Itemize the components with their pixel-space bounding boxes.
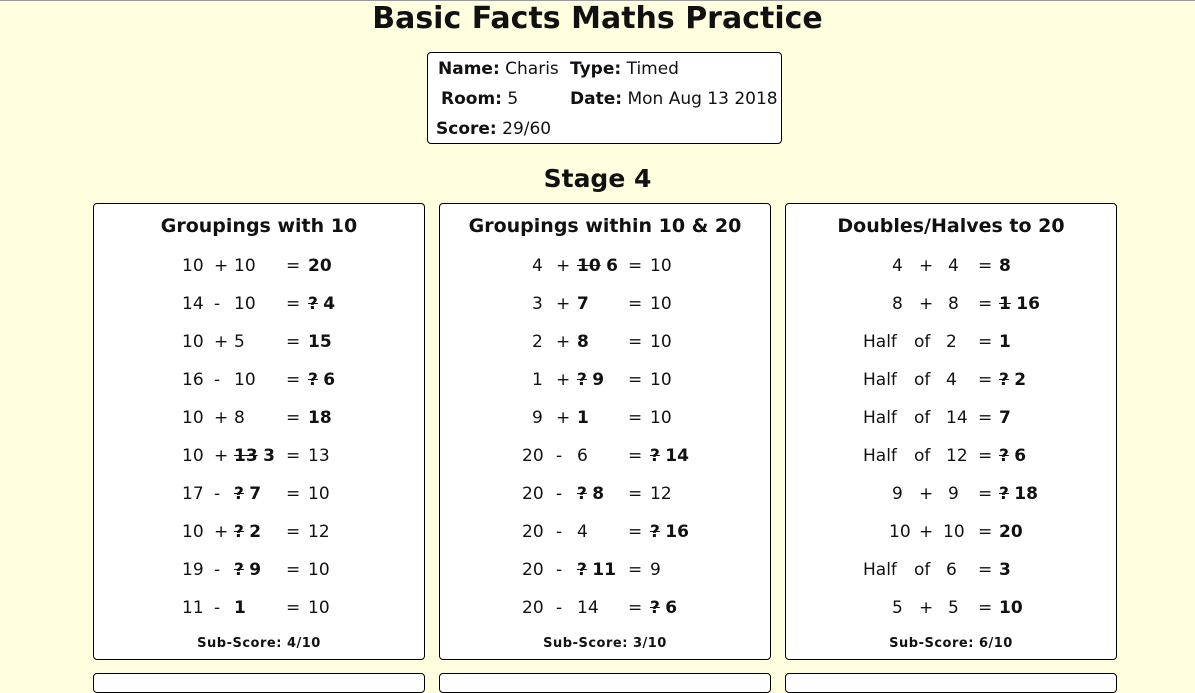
equals-sign: = bbox=[286, 522, 301, 542]
operator: + bbox=[214, 256, 229, 276]
problem-row bbox=[786, 292, 1116, 316]
operand-b bbox=[577, 292, 589, 316]
problem-row bbox=[94, 558, 424, 582]
panel-3 bbox=[785, 203, 1117, 660]
result-value: 10 bbox=[650, 370, 672, 390]
wrong-answer: ? bbox=[650, 446, 660, 466]
operator: - bbox=[214, 294, 221, 314]
type-value: Timed bbox=[626, 59, 679, 79]
wrong-answer: ? bbox=[999, 370, 1009, 390]
result bbox=[308, 520, 330, 544]
panel-2 bbox=[439, 203, 771, 660]
operand-b bbox=[234, 520, 261, 544]
next-panel-right bbox=[785, 673, 1117, 693]
operand-b-value: 10 bbox=[234, 294, 256, 314]
operand-b-value: 12 bbox=[946, 446, 968, 466]
operand-b bbox=[577, 596, 599, 620]
operand-b-value: 10 bbox=[234, 256, 256, 276]
result bbox=[999, 254, 1011, 278]
operand-a: 11 bbox=[182, 598, 204, 618]
result bbox=[999, 596, 1023, 620]
wrong-answer: 1 bbox=[999, 294, 1011, 314]
problem-row bbox=[440, 482, 770, 506]
operand-a: 10 bbox=[182, 408, 204, 428]
operator: of bbox=[914, 332, 931, 352]
sub-score: Sub-Score: 3/10 bbox=[543, 636, 667, 651]
problem-row bbox=[440, 330, 770, 354]
result bbox=[650, 520, 689, 544]
equals-sign: = bbox=[286, 370, 301, 390]
equals-sign: = bbox=[628, 256, 643, 276]
problem-row bbox=[94, 368, 424, 392]
problem-row bbox=[786, 444, 1116, 468]
operator: - bbox=[214, 598, 221, 618]
correct-answer: 8 bbox=[592, 484, 605, 504]
problem-row bbox=[786, 558, 1116, 582]
correct-answer: 8 bbox=[999, 256, 1011, 276]
operand-a: Half bbox=[863, 370, 897, 390]
stage-title: Stage 4 bbox=[543, 164, 652, 193]
operator: - bbox=[556, 598, 563, 618]
operand-b-value: 6 bbox=[577, 446, 588, 466]
problem-row bbox=[786, 330, 1116, 354]
date-row bbox=[570, 89, 778, 109]
name-row bbox=[438, 59, 559, 79]
problem-row bbox=[94, 254, 424, 278]
operand-a: 19 bbox=[182, 560, 204, 580]
wrong-answer: ? bbox=[234, 522, 244, 542]
operand-b bbox=[946, 330, 957, 354]
correct-answer: 6 bbox=[1014, 446, 1027, 466]
result bbox=[650, 330, 672, 354]
room-label: Room: bbox=[441, 89, 502, 109]
result bbox=[308, 406, 332, 430]
operator: of bbox=[914, 370, 931, 390]
operator: + bbox=[919, 256, 934, 276]
operand-a: 3 bbox=[532, 294, 543, 314]
correct-answer: 1 bbox=[999, 332, 1011, 352]
wrong-answer: ? bbox=[999, 446, 1009, 466]
operator: - bbox=[214, 370, 221, 390]
operand-b-value: 8 bbox=[234, 408, 245, 428]
result-value: 10 bbox=[308, 560, 330, 580]
result bbox=[999, 444, 1026, 468]
correct-answer: 4 bbox=[323, 294, 336, 314]
operand-a: 16 bbox=[182, 370, 204, 390]
operand-b bbox=[948, 596, 959, 620]
score-row bbox=[436, 119, 551, 139]
operator: - bbox=[556, 484, 563, 504]
panel-title: Doubles/Halves to 20 bbox=[837, 215, 1065, 237]
result bbox=[308, 444, 330, 468]
operand-a: Half bbox=[863, 408, 897, 428]
correct-answer: 1 bbox=[234, 598, 246, 618]
operand-b bbox=[577, 368, 604, 392]
equals-sign: = bbox=[628, 446, 643, 466]
correct-answer: 9 bbox=[592, 370, 605, 390]
correct-answer: 7 bbox=[249, 484, 262, 504]
operand-a: 20 bbox=[522, 522, 544, 542]
operand-a: 10 bbox=[182, 446, 204, 466]
operand-a: 9 bbox=[892, 484, 903, 504]
result bbox=[308, 254, 332, 278]
equals-sign: = bbox=[286, 446, 301, 466]
problem-row bbox=[786, 406, 1116, 430]
operand-b-value: 6 bbox=[946, 560, 957, 580]
panel-1 bbox=[93, 203, 425, 660]
operator: + bbox=[556, 294, 571, 314]
page-title: Basic Facts Maths Practice bbox=[372, 1, 823, 36]
operand-a: 8 bbox=[892, 294, 903, 314]
operand-a: 14 bbox=[182, 294, 204, 314]
problem-row bbox=[440, 444, 770, 468]
operand-b bbox=[234, 368, 256, 392]
equals-sign: = bbox=[628, 560, 643, 580]
problem-row bbox=[94, 444, 424, 468]
wrong-answer: ? bbox=[308, 370, 318, 390]
operand-b-value: 4 bbox=[577, 522, 588, 542]
equals-sign: = bbox=[628, 370, 643, 390]
problem-row bbox=[786, 368, 1116, 392]
operand-b bbox=[234, 482, 261, 506]
correct-answer: 7 bbox=[999, 408, 1011, 428]
operand-b bbox=[234, 406, 245, 430]
problem-row bbox=[440, 406, 770, 430]
operand-b-value: 5 bbox=[948, 598, 959, 618]
operand-a: 20 bbox=[522, 560, 544, 580]
problem-row bbox=[94, 406, 424, 430]
result bbox=[999, 482, 1038, 506]
operator: - bbox=[556, 560, 563, 580]
operand-a: Half bbox=[863, 560, 897, 580]
correct-answer: 18 bbox=[308, 408, 332, 428]
wrong-answer: ? bbox=[650, 598, 660, 618]
sub-score: Sub-Score: 6/10 bbox=[889, 636, 1013, 651]
operand-a: 9 bbox=[532, 408, 543, 428]
operator: + bbox=[556, 408, 571, 428]
operator: - bbox=[556, 522, 563, 542]
problem-row bbox=[94, 330, 424, 354]
problem-row bbox=[94, 482, 424, 506]
wrong-answer: ? bbox=[234, 484, 244, 504]
operand-a: 4 bbox=[892, 256, 903, 276]
equals-sign: = bbox=[286, 484, 301, 504]
room-value: 5 bbox=[507, 89, 519, 109]
next-panel-middle bbox=[439, 673, 771, 693]
result-value: 13 bbox=[308, 446, 330, 466]
equals-sign: = bbox=[286, 256, 301, 276]
type-row bbox=[570, 59, 679, 79]
problem-row bbox=[786, 482, 1116, 506]
correct-answer: 6 bbox=[606, 256, 618, 276]
operand-a: Half bbox=[863, 446, 897, 466]
problem-row bbox=[440, 520, 770, 544]
wrong-answer: ? bbox=[234, 560, 244, 580]
operand-b bbox=[234, 292, 256, 316]
operand-b-value: 10 bbox=[234, 370, 256, 390]
operand-b bbox=[943, 520, 965, 544]
correct-answer: 3 bbox=[263, 446, 275, 466]
operand-a: 10 bbox=[182, 256, 204, 276]
equals-sign: = bbox=[286, 332, 301, 352]
operand-b bbox=[577, 330, 589, 354]
operator: - bbox=[556, 446, 563, 466]
equals-sign: = bbox=[628, 484, 643, 504]
problem-row bbox=[440, 596, 770, 620]
correct-answer: 1 bbox=[577, 408, 589, 428]
date-value: Mon Aug 13 2018 bbox=[627, 89, 778, 109]
equals-sign: = bbox=[286, 598, 301, 618]
wrong-answer: ? bbox=[650, 522, 660, 542]
result bbox=[308, 558, 330, 582]
equals-sign: = bbox=[978, 370, 993, 390]
operand-b bbox=[234, 444, 275, 468]
operator: + bbox=[919, 522, 934, 542]
operator: - bbox=[214, 484, 221, 504]
equals-sign: = bbox=[628, 294, 643, 314]
result-value: 10 bbox=[650, 408, 672, 428]
wrong-answer: 13 bbox=[234, 446, 258, 466]
operand-a: 20 bbox=[522, 446, 544, 466]
correct-answer: 8 bbox=[577, 332, 589, 352]
correct-answer: 14 bbox=[665, 446, 689, 466]
operand-b bbox=[234, 330, 245, 354]
correct-answer: 20 bbox=[999, 522, 1023, 542]
result bbox=[308, 482, 330, 506]
wrong-answer: ? bbox=[308, 294, 318, 314]
operand-b bbox=[577, 520, 588, 544]
operator: + bbox=[214, 332, 229, 352]
operator: + bbox=[556, 370, 571, 390]
equals-sign: = bbox=[978, 256, 993, 276]
wrong-answer: 10 bbox=[577, 256, 601, 276]
operand-a: 1 bbox=[532, 370, 543, 390]
correct-answer: 11 bbox=[592, 560, 616, 580]
result bbox=[650, 254, 672, 278]
result bbox=[999, 520, 1023, 544]
result-value: 10 bbox=[650, 256, 672, 276]
operand-b bbox=[946, 558, 957, 582]
operand-b bbox=[577, 254, 618, 278]
operator: + bbox=[214, 446, 229, 466]
operator: + bbox=[214, 522, 229, 542]
result-value: 10 bbox=[308, 598, 330, 618]
wrong-answer: ? bbox=[577, 560, 587, 580]
operand-b-value: 4 bbox=[948, 256, 959, 276]
result-value: 12 bbox=[308, 522, 330, 542]
result bbox=[308, 292, 335, 316]
operand-b bbox=[234, 254, 256, 278]
correct-answer: 6 bbox=[665, 598, 678, 618]
equals-sign: = bbox=[628, 522, 643, 542]
operand-b bbox=[577, 482, 604, 506]
correct-answer: 6 bbox=[323, 370, 336, 390]
problem-row bbox=[94, 596, 424, 620]
result bbox=[999, 292, 1040, 316]
problem-row bbox=[94, 292, 424, 316]
correct-answer: 9 bbox=[249, 560, 262, 580]
equals-sign: = bbox=[628, 408, 643, 428]
equals-sign: = bbox=[978, 598, 993, 618]
result bbox=[650, 558, 661, 582]
result bbox=[308, 596, 330, 620]
operand-b bbox=[234, 596, 246, 620]
operator: of bbox=[914, 446, 931, 466]
correct-answer: 16 bbox=[665, 522, 689, 542]
panel-title: Groupings with 10 bbox=[160, 215, 358, 237]
name-label: Name: bbox=[438, 59, 500, 79]
equals-sign: = bbox=[286, 294, 301, 314]
name-value: Charis bbox=[505, 59, 559, 79]
operand-b bbox=[577, 406, 589, 430]
room-row bbox=[441, 89, 518, 109]
correct-answer: 10 bbox=[999, 598, 1023, 618]
operand-b bbox=[577, 444, 588, 468]
result-value: 10 bbox=[308, 484, 330, 504]
panel-title: Groupings within 10 & 20 bbox=[468, 215, 742, 237]
operator: + bbox=[556, 332, 571, 352]
problem-row bbox=[786, 520, 1116, 544]
operator: + bbox=[919, 294, 934, 314]
equals-sign: = bbox=[628, 332, 643, 352]
operator: - bbox=[214, 560, 221, 580]
result-value: 12 bbox=[650, 484, 672, 504]
wrong-answer: ? bbox=[577, 370, 587, 390]
result bbox=[650, 444, 689, 468]
operand-b-value: 2 bbox=[946, 332, 957, 352]
equals-sign: = bbox=[286, 560, 301, 580]
result bbox=[650, 482, 672, 506]
problem-row bbox=[786, 254, 1116, 278]
correct-answer: 18 bbox=[1014, 484, 1038, 504]
correct-answer: 2 bbox=[1014, 370, 1027, 390]
operand-a: 4 bbox=[532, 256, 543, 276]
result-value: 10 bbox=[650, 294, 672, 314]
operand-b-value: 14 bbox=[946, 408, 968, 428]
operand-a: 10 bbox=[182, 522, 204, 542]
correct-answer: 20 bbox=[308, 256, 332, 276]
problem-row bbox=[440, 368, 770, 392]
result bbox=[999, 330, 1011, 354]
result bbox=[650, 368, 672, 392]
equals-sign: = bbox=[978, 294, 993, 314]
result bbox=[999, 368, 1026, 392]
operand-b bbox=[948, 254, 959, 278]
operand-a: 5 bbox=[892, 598, 903, 618]
correct-answer: 2 bbox=[249, 522, 262, 542]
operand-b-value: 14 bbox=[577, 598, 599, 618]
correct-answer: 16 bbox=[1016, 294, 1040, 314]
result-value: 10 bbox=[650, 332, 672, 352]
result bbox=[999, 406, 1011, 430]
equals-sign: = bbox=[978, 484, 993, 504]
operator: + bbox=[919, 484, 934, 504]
operand-b-value: 8 bbox=[948, 294, 959, 314]
result bbox=[308, 368, 335, 392]
problem-row bbox=[440, 558, 770, 582]
correct-answer: 15 bbox=[308, 332, 332, 352]
operand-a: 17 bbox=[182, 484, 204, 504]
equals-sign: = bbox=[978, 332, 993, 352]
problem-row bbox=[440, 292, 770, 316]
operand-b bbox=[948, 482, 959, 506]
date-label: Date: bbox=[570, 89, 623, 109]
operand-b-value: 4 bbox=[946, 370, 957, 390]
result-value: 9 bbox=[650, 560, 661, 580]
operator: + bbox=[214, 408, 229, 428]
operand-b bbox=[948, 292, 959, 316]
operand-b-value: 10 bbox=[943, 522, 965, 542]
equals-sign: = bbox=[978, 522, 993, 542]
score-value: 29/60 bbox=[502, 119, 552, 139]
operand-a: 20 bbox=[522, 484, 544, 504]
operand-a: 10 bbox=[889, 522, 911, 542]
result bbox=[999, 558, 1011, 582]
equals-sign: = bbox=[978, 446, 993, 466]
problem-row bbox=[440, 254, 770, 278]
operand-b-value: 5 bbox=[234, 332, 245, 352]
operator: + bbox=[919, 598, 934, 618]
problem-row bbox=[94, 520, 424, 544]
equals-sign: = bbox=[628, 598, 643, 618]
wrong-answer: ? bbox=[999, 484, 1009, 504]
equals-sign: = bbox=[978, 560, 993, 580]
operand-b bbox=[946, 406, 968, 430]
operand-b bbox=[946, 368, 957, 392]
sub-score: Sub-Score: 4/10 bbox=[197, 636, 321, 651]
operand-b bbox=[946, 444, 968, 468]
operator: of bbox=[914, 408, 931, 428]
operand-b bbox=[234, 558, 261, 582]
operand-a: 2 bbox=[532, 332, 543, 352]
next-panel-left bbox=[93, 673, 425, 693]
score-label: Score: bbox=[436, 119, 497, 139]
operand-b-value: 9 bbox=[948, 484, 959, 504]
result bbox=[308, 330, 332, 354]
result bbox=[650, 406, 672, 430]
wrong-answer: ? bbox=[577, 484, 587, 504]
result bbox=[650, 292, 672, 316]
correct-answer: 3 bbox=[999, 560, 1011, 580]
problem-row bbox=[786, 596, 1116, 620]
operator: of bbox=[914, 560, 931, 580]
operator: + bbox=[556, 256, 571, 276]
operand-a: Half bbox=[863, 332, 897, 352]
correct-answer: 7 bbox=[577, 294, 589, 314]
type-label: Type: bbox=[570, 59, 622, 79]
operand-a: 20 bbox=[522, 598, 544, 618]
equals-sign: = bbox=[286, 408, 301, 428]
operand-b bbox=[577, 558, 616, 582]
equals-sign: = bbox=[978, 408, 993, 428]
operand-a: 10 bbox=[182, 332, 204, 352]
result bbox=[650, 596, 677, 620]
student-info-box bbox=[427, 52, 782, 144]
